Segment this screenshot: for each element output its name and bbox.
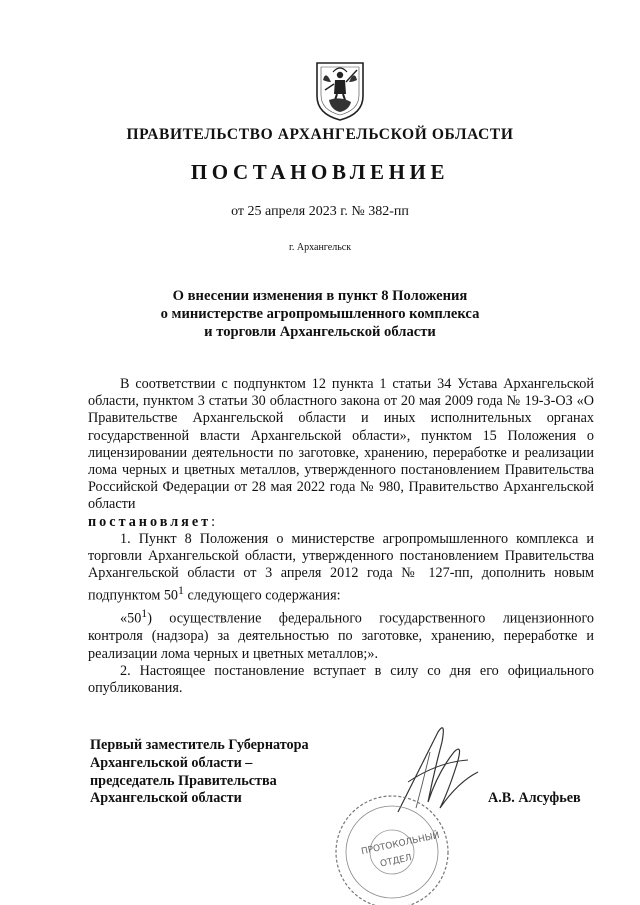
signatory-line: Первый заместитель Губернатора xyxy=(90,737,309,753)
resolves-colon: : xyxy=(211,513,216,530)
stamp-text-2: ОТДЕЛ xyxy=(379,853,413,870)
item-2-text: 2. Настоящее постановление вступает в силу со дня его официального опубликования. xyxy=(88,662,594,696)
government-heading: ПРАВИТЕЛЬСТВО АРХАНГЕЛЬСКОЙ ОБЛАСТИ xyxy=(126,126,514,143)
title-line: о министерстве агропромышленного комплекса xyxy=(160,306,480,322)
signatory-line: Архангельской области – xyxy=(90,754,253,771)
item-1-text: 1. Пункт 8 Положения о министерстве агропромышленного комплекса и торговли Архангельской области, утвержденного постановлением Правительства Архангельской области от 3 апреля 2012 года № 127-пп, дополнить новым подпунктом 50 xyxy=(88,530,594,605)
signatory-position xyxy=(90,737,309,808)
signatory-line: Архангельской области xyxy=(90,790,242,807)
item-1-superscript: 1 xyxy=(178,583,184,598)
quote-text: ) осуществление федерального государственного лицензионного контроля (надзора) за деятельностью по заготовке, хранению, переработке и реализации лома черных и цветных металлов;». xyxy=(88,611,594,662)
coat-of-arms-emblem xyxy=(315,60,365,122)
date-number: от 25 апреля 2023 г. № 382-пп xyxy=(231,204,409,219)
resolves-paragraph xyxy=(88,514,594,531)
quote-open: «50 xyxy=(120,611,142,628)
signatory-name: А.В. Алсуфьев xyxy=(488,790,581,806)
item-1-tail: следующего содержания: xyxy=(183,588,341,605)
resolves-word: постановляет xyxy=(88,513,212,530)
quote-paragraph xyxy=(88,605,594,662)
stamp-text: ПРОТОКОЛЬНЫЙ xyxy=(360,830,441,858)
item-1-paragraph xyxy=(88,531,594,606)
document-title xyxy=(90,287,550,341)
document-type-heading: ПОСТАНОВЛЕНИЕ xyxy=(190,160,450,184)
item-2-paragraph xyxy=(88,663,594,697)
title-line: и торговли Архангельской области xyxy=(204,324,436,340)
document-body xyxy=(88,376,594,697)
intro-text: В соответствии с подпунктом 12 пункта 1 статьи 34 Устава Архангельской области, пунктом 3 статьи 30 областного закона от 20 мая 2009 года № 19-З-ОЗ «О Правительстве Архангельской области и иных исполнительных органах государственной власти Архангельской области», пунктом 15 Положения о лицензировании деятельности по заготовке, хранению, переработке и реализации лома черных и цветных металлов, утвержденного постановлением Правительства Российской Федерации от 28 мая 2022 года № 980, Правительство Архангельской области xyxy=(88,376,594,513)
signatory-line: председатель Правительства xyxy=(90,772,277,789)
city-label: г. Архангельск xyxy=(288,242,352,253)
official-stamp xyxy=(326,790,456,905)
quote-superscript: 1 xyxy=(141,606,148,621)
intro-paragraph xyxy=(88,376,594,514)
title-line: О внесении изменения в пункт 8 Положения xyxy=(172,288,468,304)
